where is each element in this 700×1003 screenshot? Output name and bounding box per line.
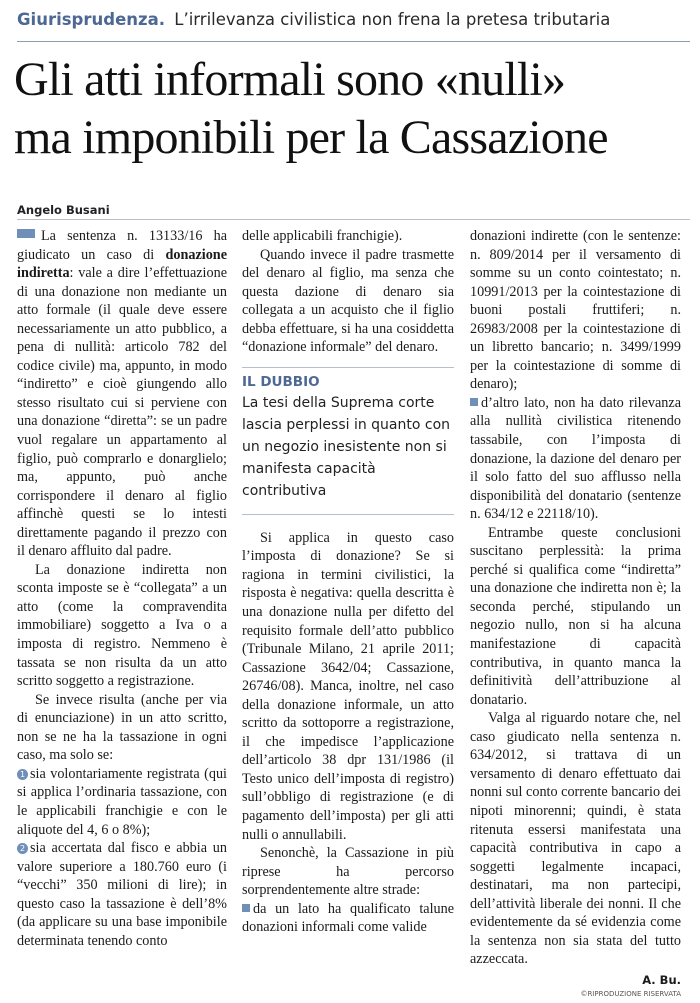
paragraph: Senonchè, la Cassazione in più riprese ha percorso sorprendentemente altre strade: [242, 845, 454, 899]
bullet-item-1-text: da un lato ha qualificato talune donazioni informali come valide [242, 900, 454, 936]
kicker-subtitle: L’irrilevanza civilistica non frena la pretesa tributaria [174, 10, 611, 29]
number-one-icon: 1 [17, 769, 28, 780]
lead-paragraph [17, 227, 227, 561]
kicker [17, 10, 690, 29]
bullet-item-1 [242, 900, 454, 937]
pull-quote-text: La tesi della Suprema corte lascia perplessi in quanto con un negozio inesistente non si manifesta capacità contributiva [242, 394, 451, 499]
article-column-2 [242, 227, 454, 972]
bullet-item-2 [470, 394, 681, 524]
headline-line-2: ma imponibili per la Cassazione [14, 111, 608, 164]
copyright-notice [470, 988, 681, 1000]
signature: A. Bu. [642, 972, 681, 987]
headline-line-1: Gli atti informali sono «nulli» [14, 53, 566, 106]
author-byline: Angelo Busani [17, 203, 110, 217]
kicker-divider [17, 41, 690, 42]
lead-text-b: : vale a dire l’effettuazione di una donazione non mediante un atto formale (il quale deve essere necessariamente un atto pubblico, a pena di nullità: articolo 782 del codice civile) ma, appunto, in modo “indiretto” e cioè giungendo allo stesso risultato cui si perviene con una donazione “diretta”: se un padre vuol regalare un appartamento al figlio, può comprarlo e donarglielo; ma, appunto, può anche corrispondere il denaro al figlio affinchè questi se lo intesti direttamente pagando il prezzo con il denaro affluito dal padre. [17, 265, 227, 560]
lead-bold: donazione indiretta [17, 246, 227, 282]
pull-quote-label: IL DUBBIO [242, 373, 320, 390]
headline [14, 51, 694, 167]
list-item-2 [17, 839, 227, 950]
article-column-3 [470, 227, 681, 998]
paragraph: Valga al riguardo notare che, nel caso giudicato nella sentenza n. 634/2012, si trattava di un versamento di denaro effettuato dai nonni sul conto corrente bancario dei nipoti minorenni; quindi, è stata ritenuta essersi manifestata una capacità contributiva in capo a soggetti legalmente incapaci, destinatari, ma non partecipi, dell’attività liberale dei nonni. Il che evidentemente da sé evidenzia come la sentenza non sia stata del tutto azzeccata. [470, 710, 681, 968]
paragraph: Quando invece il padre trasmette del denaro al figlio, ma senza che questa dazione di denaro sia collegata a un acquisto che il figlio debba effettuare, si ha una cosiddetta “donazione informale” del denaro. [242, 246, 454, 356]
paragraph: donazioni indirette (con le sentenze: n. 809/2014 per il versamento di somme su un conto cointestato; n. 10991/2013 per la cointestazione di buoni postali fruttiferi; n. 26983/2008 per la cointestazione di un libretto bancario; n. 3499/1999 per la cointestazione di somme di denaro); [470, 228, 681, 393]
pull-quote-box [242, 367, 454, 515]
paragraph: La donazione indiretta non sconta imposte se è “collegata” a un atto (come la compravendita immobiliare) soggetto a Iva o a imposta di registro. Nemmeno è tassata se non risulta da un atto scritto soggetto a registrazione. [17, 561, 227, 690]
paragraph: Si applica in questo caso l’imposta di donazione? Se si ragiona in termini civilistici, la risposta è negativa: quella descritta è una donazione nulla per difetto del requisito formale dell’atto pubblico (Tribunale Milano, 21 aprile 2011; Cassazione 3642/04; Cassazione, 26746/08). Manca, inoltre, nel caso della donazione informale, un atto scritto da sottoporre a registrazione, il che impedisce l’applicazione dell’articolo 38 dpr 131/1986 (il Testo unico dell’imposta di registro) sull’obbligo di registrazione (e di pagamento dell’imposta) per gli atti nulli o annullabili. [242, 529, 454, 843]
copyright-text: RIPRODUZIONE RISERVATA [587, 989, 681, 998]
square-bullet-icon [470, 398, 478, 406]
list-item-2-text: sia accertata dal fisco e abbia un valore superiore a 180.760 euro (i “vecchi” 350 milioni di lire); in questo caso la tassazione è dell’8% (da applicare su una base imponibile determinata tenendo conto [17, 840, 227, 949]
paragraph: Entrambe queste conclusioni suscitano perplessità: la prima perché si qualifica come “indiretta” una donazione che indiretta non è; la seconda perché, stipulando un negozio nullo, non si ha alcuna manifestazione di capacità contributiva, in quanto manca la definitività dell’attribuzione al donatario. [470, 524, 681, 708]
copyright-icon: © [580, 989, 588, 998]
bullet-item-2-text: d’altro lato, non ha dato rilevanza alla nullità civilistica ritenendo tassabile, con l’imposta di donazione, la dazione del denaro per il solo fatto del suo afflusso nella disponibilità del donatario (sentenze n. 634/12 e 22118/10). [470, 394, 681, 523]
section-rubric: Giurisprudenza. [17, 10, 166, 29]
byline-divider [17, 219, 690, 220]
paragraph: Se invece risulta (anche per via di enunciazione) in un atto scritto, non se ne ha la tassazione in ogni caso, ma solo se: [17, 691, 227, 764]
lead-square-icon [17, 229, 35, 238]
square-bullet-icon [242, 904, 250, 912]
list-item-1 [17, 765, 227, 839]
number-two-icon: 2 [17, 843, 28, 854]
lead-text-a: La sentenza n. 13133/16 ha giudicato un caso di [17, 228, 227, 263]
paragraph: delle applicabili franchigie). [242, 228, 403, 244]
article-column-1 [17, 227, 227, 972]
list-item-1-text: sia volontariamente registrata (qui si applica l’ordinaria tassazione, con le applicabili franchigie e con le aliquote del 4, 6 o 8%); [17, 765, 227, 838]
